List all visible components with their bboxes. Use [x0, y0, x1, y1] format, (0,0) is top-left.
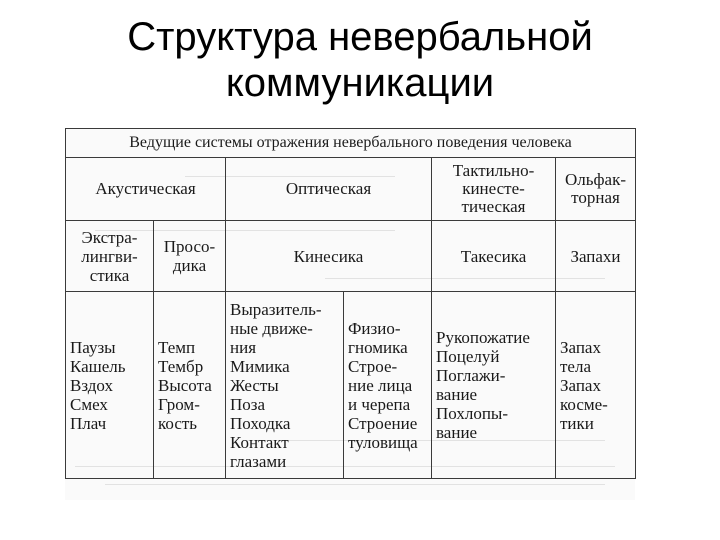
sub-kinesics: Кинесика [226, 221, 432, 292]
nonverbal-structure-table-scan [65, 128, 635, 500]
slide-title-line-2: коммуникации [225, 61, 495, 105]
list-item: Кашель [70, 356, 126, 376]
systems-row [66, 158, 636, 221]
list-item: Смех [70, 394, 108, 414]
items-prosody [154, 292, 226, 479]
list-item: и черепа [348, 394, 411, 414]
list-item: гномика [348, 337, 408, 357]
list-item: Строение [348, 413, 418, 433]
list-item: Гром- [158, 394, 200, 414]
sub-extralinguistics-line: Экстра- [81, 227, 138, 247]
system-olfactory [556, 158, 636, 221]
items-smells [556, 292, 636, 479]
system-tactile [432, 158, 556, 221]
list-item: Паузы [70, 337, 116, 357]
items-extralinguistics [66, 292, 154, 479]
sub-prosody [154, 221, 226, 292]
table-header-row [66, 129, 636, 158]
items-kinesics-expressive [226, 292, 344, 479]
list-item: Походка [230, 413, 291, 433]
items-takesics [432, 292, 556, 479]
list-item: Плач [70, 413, 107, 433]
list-item: ние лица [348, 375, 413, 395]
sub-extralinguistics-line: стика [89, 265, 130, 285]
sub-smells: Запахи [556, 221, 636, 292]
subcategories-row [66, 221, 636, 292]
slide-title [0, 14, 720, 106]
items-kinesics-physiognomy [344, 292, 432, 479]
table-header-cell: Ведущие системы отражения невербального поведения человека [66, 129, 636, 158]
system-tactile-line: Тактильно- [452, 161, 535, 180]
list-item: вание [436, 385, 478, 404]
scan-ghost-line [105, 484, 605, 485]
items-row [66, 292, 636, 479]
nonverbal-table [65, 128, 636, 479]
system-acoustic: Акустическая [66, 158, 226, 221]
list-item: Физио- [348, 318, 401, 338]
list-item: Вздох [70, 375, 113, 395]
list-item: кость [158, 413, 198, 433]
list-item: Тембр [158, 356, 204, 376]
sub-extralinguistics-line: лингви- [81, 246, 138, 266]
sub-prosody-line: Просо- [163, 237, 216, 256]
list-item: косме- [560, 394, 608, 414]
list-item: ные движе- [230, 318, 313, 338]
list-item: Строе- [348, 356, 398, 376]
list-item: Выразитель- [230, 299, 322, 319]
list-item: Поцелуй [436, 347, 500, 366]
list-item: тики [560, 413, 594, 433]
list-item: ния [230, 337, 257, 357]
list-item: туловища [348, 432, 418, 452]
list-item: Жесты [230, 375, 279, 395]
sub-prosody-line: дика [172, 256, 207, 275]
sub-takesics: Такесика [432, 221, 556, 292]
system-olfactory-line: Ольфак- [565, 170, 626, 189]
list-item: Мимика [230, 356, 290, 376]
list-item: Запах [560, 337, 601, 357]
list-item: Рукопожатие [436, 328, 530, 347]
list-item: тела [560, 356, 592, 376]
list-item: Поглажи- [436, 366, 506, 385]
system-optical: Оптическая [226, 158, 432, 221]
list-item: глазами [230, 451, 287, 471]
sub-extralinguistics [66, 221, 154, 292]
system-olfactory-line: торная [571, 188, 620, 207]
slide-title-line-1: Структура невербальной [127, 15, 593, 59]
list-item: Запах [560, 375, 601, 395]
system-tactile-line: тическая [461, 197, 526, 216]
list-item: Контакт [230, 432, 289, 452]
list-item: Темп [158, 337, 196, 357]
list-item: Поза [230, 394, 266, 414]
list-item: вание [436, 423, 478, 442]
list-item: Высота [158, 375, 212, 395]
system-tactile-line: кинесте- [462, 179, 525, 198]
list-item: Похлопы- [436, 404, 509, 423]
